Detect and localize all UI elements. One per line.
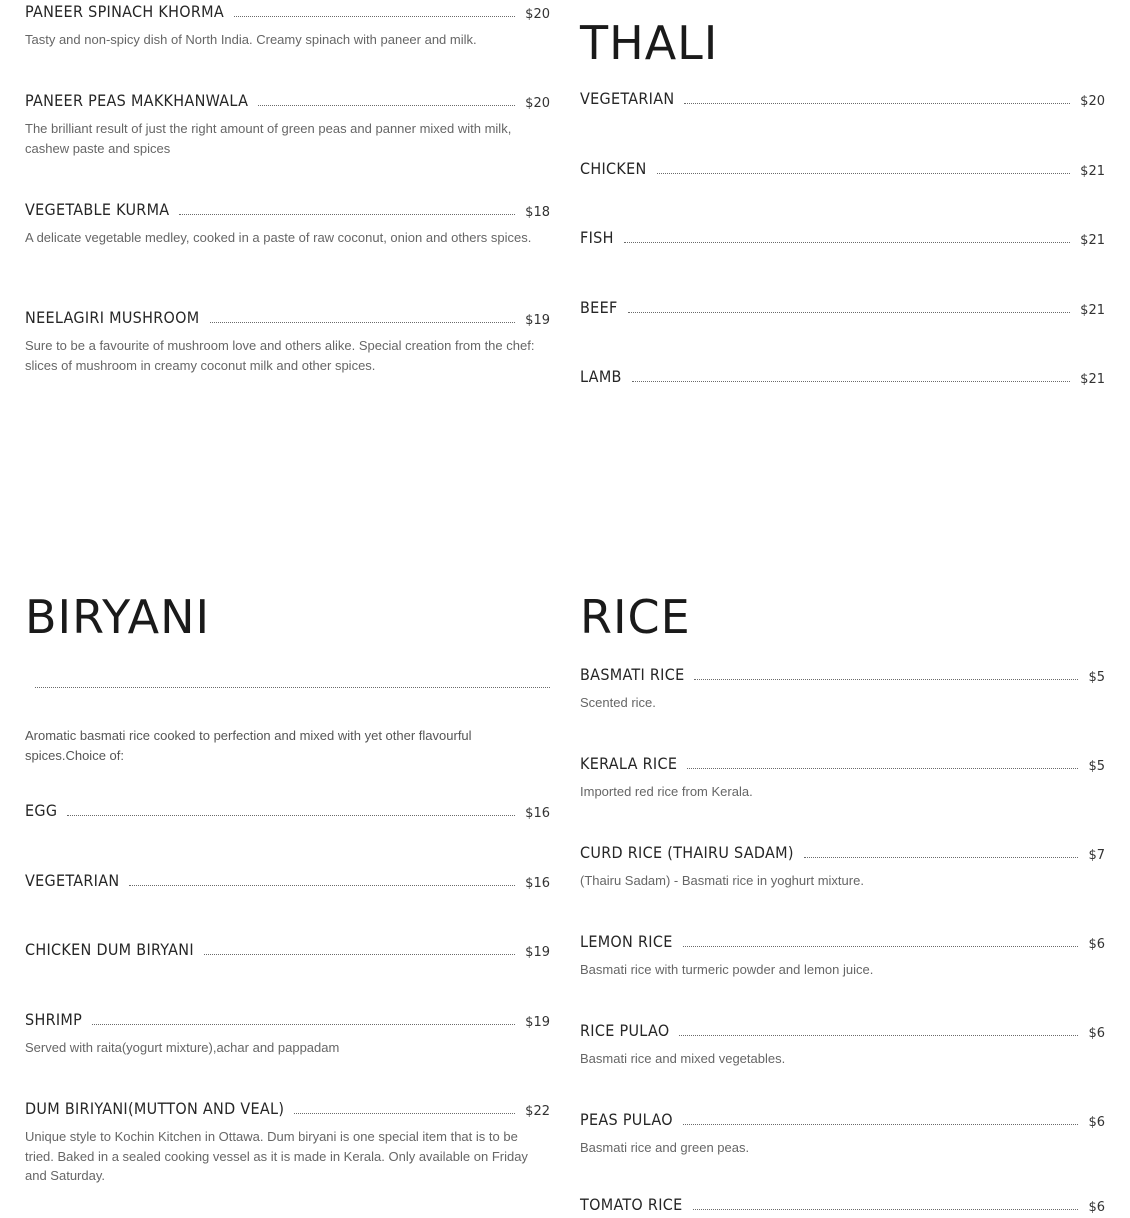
item-price: $6 bbox=[1088, 937, 1105, 952]
item-name: VEGETABLE KURMA bbox=[25, 200, 170, 219]
leader-dots bbox=[694, 679, 1078, 680]
leader-dots bbox=[687, 768, 1078, 769]
leader-dots bbox=[684, 103, 1070, 104]
item-price: $18 bbox=[525, 205, 550, 220]
item-description: A delicate vegetable medley, cooked in a paste of raw coconut, onion and others spices. bbox=[25, 230, 532, 245]
item-price: $16 bbox=[525, 876, 550, 891]
item-price: $21 bbox=[1080, 372, 1105, 387]
item-description: The brilliant result of just the right amount of green peas and panner mixed with milk, cashew paste and spices bbox=[25, 121, 512, 156]
menu-item-biryani-vegetarian bbox=[25, 869, 550, 891]
item-description: Basmati rice and green peas. bbox=[580, 1140, 750, 1155]
section-title-rice: RICE bbox=[580, 590, 691, 644]
item-description: Scented rice. bbox=[580, 695, 656, 710]
section-title-biryani: BIRYANI bbox=[25, 590, 211, 644]
item-price: $6 bbox=[1088, 1115, 1105, 1130]
item-name: PANEER PEAS MAKKHANWALA bbox=[25, 91, 249, 110]
item-description: Unique style to Kochin Kitchen in Ottawa. Dum biryani is one special item that is to be tried. Baked in a sealed cooking vessel as it is made in Kerala. Only available on Friday and Saturday. bbox=[25, 1129, 528, 1183]
item-price: $19 bbox=[525, 313, 550, 328]
item-price: $20 bbox=[1080, 94, 1105, 109]
item-name: EGG bbox=[25, 801, 58, 820]
leader-dots bbox=[179, 214, 515, 215]
leader-dots bbox=[129, 885, 515, 886]
item-name: FISH bbox=[580, 228, 614, 247]
menu-item-thali-beef bbox=[580, 296, 1105, 318]
item-name: NEELAGIRI MUSHROOM bbox=[25, 308, 200, 327]
leader-dots bbox=[35, 687, 550, 688]
menu-item-basmati-rice bbox=[580, 663, 1105, 713]
menu-item-neelagiri-mushroom bbox=[25, 306, 550, 375]
menu-item-dum-biriyani-mutton-veal bbox=[25, 1097, 550, 1186]
item-name: VEGETARIAN bbox=[580, 89, 675, 108]
leader-dots bbox=[679, 1035, 1078, 1036]
leader-dots bbox=[92, 1024, 515, 1025]
leader-dots bbox=[258, 105, 515, 106]
item-price: $19 bbox=[525, 945, 550, 960]
item-price: $6 bbox=[1088, 1026, 1105, 1041]
menu-item-thali-vegetarian bbox=[580, 87, 1105, 109]
leader-dots bbox=[657, 173, 1071, 174]
section-description: Aromatic basmati rice cooked to perfection and mixed with yet other flavourful spices.Choice of: bbox=[25, 728, 472, 763]
item-price: $5 bbox=[1088, 670, 1105, 685]
menu-item-paneer-spinach-khorma bbox=[25, 0, 550, 50]
leader-dots bbox=[234, 16, 515, 17]
item-price: $22 bbox=[525, 1104, 550, 1119]
item-name: BEEF bbox=[580, 298, 618, 317]
item-name: LEMON RICE bbox=[580, 932, 673, 951]
item-price: $20 bbox=[525, 96, 550, 111]
item-name: RICE PULAO bbox=[580, 1021, 670, 1040]
item-description: Basmati rice and mixed vegetables. bbox=[580, 1051, 786, 1066]
menu-item-thali-lamb bbox=[580, 365, 1105, 387]
menu-item-paneer-peas-makkhanwala bbox=[25, 89, 550, 158]
leader-dots bbox=[693, 1209, 1079, 1210]
menu-item-kerala-rice bbox=[580, 752, 1105, 802]
item-name: BASMATI RICE bbox=[580, 665, 685, 684]
item-name: CHICKEN DUM BIRYANI bbox=[25, 940, 194, 959]
menu-item-thali-fish bbox=[580, 226, 1105, 248]
item-price: $5 bbox=[1088, 759, 1105, 774]
item-description: Imported red rice from Kerala. bbox=[580, 784, 753, 799]
leader-dots bbox=[204, 954, 515, 955]
menu-item-thali-chicken bbox=[580, 157, 1105, 179]
menu-item-biryani-shrimp bbox=[25, 1008, 550, 1058]
item-name: KERALA RICE bbox=[580, 754, 678, 773]
item-name: VEGETARIAN bbox=[25, 871, 120, 890]
item-price: $21 bbox=[1080, 164, 1105, 179]
item-name: DUM BIRIYANI(MUTTON AND VEAL) bbox=[25, 1099, 285, 1118]
item-price: $16 bbox=[525, 806, 550, 821]
item-price: $21 bbox=[1080, 233, 1105, 248]
leader-dots bbox=[683, 946, 1079, 947]
leader-dots bbox=[67, 815, 515, 816]
item-name: PANEER SPINACH KHORMA bbox=[25, 2, 225, 21]
item-name: CHICKEN bbox=[580, 159, 647, 178]
menu-item-rice-pulao bbox=[580, 1019, 1105, 1069]
item-name: TOMATO RICE bbox=[580, 1195, 683, 1214]
section-title-thali: THALI bbox=[580, 16, 719, 70]
leader-dots bbox=[804, 857, 1079, 858]
item-description: (Thairu Sadam) - Basmati rice in yoghurt mixture. bbox=[580, 873, 864, 888]
item-description: Tasty and non-spicy dish of North India. Creamy spinach with paneer and milk. bbox=[25, 32, 477, 47]
item-price: $6 bbox=[1088, 1200, 1105, 1215]
menu-item-biryani-egg bbox=[25, 799, 550, 821]
leader-dots bbox=[210, 322, 516, 323]
item-name: PEAS PULAO bbox=[580, 1110, 673, 1129]
menu-item-curd-rice bbox=[580, 841, 1105, 891]
item-description: Sure to be a favourite of mushroom love and others alike. Special creation from the chef: slices of mushroom in creamy coconut milk and other spices. bbox=[25, 338, 535, 373]
menu-item-tomato-rice bbox=[580, 1193, 1105, 1215]
leader-dots bbox=[624, 242, 1070, 243]
item-name: LAMB bbox=[580, 367, 622, 386]
menu-item-chicken-dum-biryani bbox=[25, 938, 550, 960]
item-price: $7 bbox=[1088, 848, 1105, 863]
item-price: $21 bbox=[1080, 303, 1105, 318]
item-description: Basmati rice with turmeric powder and lemon juice. bbox=[580, 962, 874, 977]
leader-dots bbox=[628, 312, 1071, 313]
leader-dots bbox=[632, 381, 1070, 382]
item-price: $19 bbox=[525, 1015, 550, 1030]
item-description: Served with raita(yogurt mixture),achar and pappadam bbox=[25, 1040, 340, 1055]
leader-dots bbox=[294, 1113, 515, 1114]
item-name: SHRIMP bbox=[25, 1010, 83, 1029]
item-price: $20 bbox=[525, 7, 550, 22]
item-name: CURD RICE (THAIRU SADAM) bbox=[580, 843, 794, 862]
menu-item-lemon-rice bbox=[580, 930, 1105, 980]
menu-item-vegetable-kurma bbox=[25, 198, 550, 248]
leader-dots bbox=[683, 1124, 1079, 1125]
menu-item-peas-pulao bbox=[580, 1108, 1105, 1158]
